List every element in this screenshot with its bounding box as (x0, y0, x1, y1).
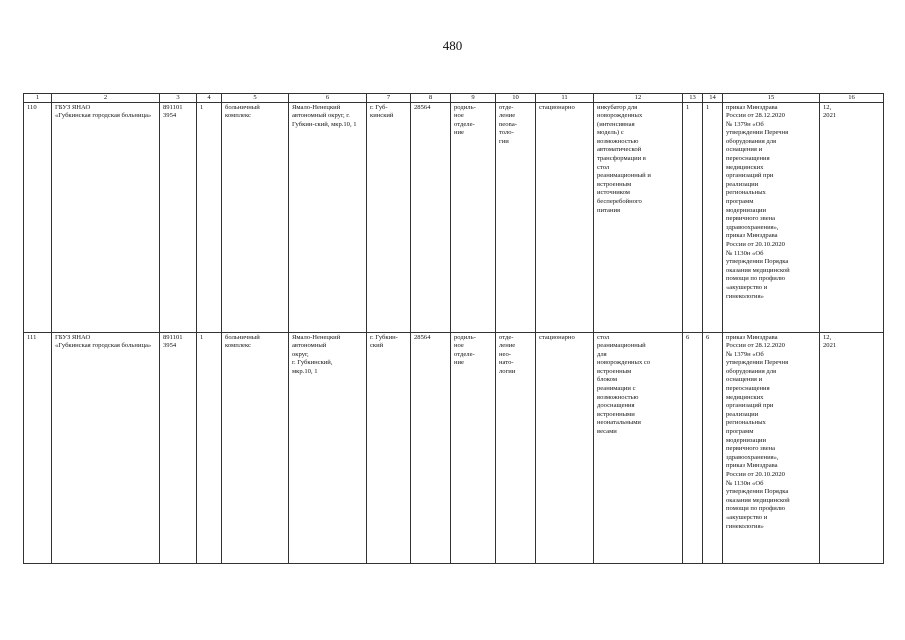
subdivision: отде- ление нео- нато- логии (496, 332, 536, 563)
period: 12, 2021 (820, 332, 884, 563)
column-header: 3 (160, 94, 197, 103)
column-header: 12 (594, 94, 683, 103)
care-conditions: стационарно (536, 102, 594, 332)
quantity-cell: 1 (197, 102, 222, 332)
code-cell: 28564 (411, 102, 451, 332)
column-header: 2 (52, 94, 160, 103)
city: г. Губ-кинский (367, 102, 411, 332)
department: родиль- ное отделе- ние (451, 102, 496, 332)
column-header: 15 (723, 94, 820, 103)
page-number: 480 (442, 38, 463, 53)
inn-code: 891101 3954 (160, 102, 197, 332)
count-required: 1 (683, 102, 703, 332)
column-header: 11 (536, 94, 594, 103)
organization-name: ГБУЗ ЯНАО «Губкинская городская больница» (52, 102, 160, 332)
code-cell: 28564 (411, 332, 451, 563)
row-number: 111 (24, 332, 52, 563)
column-header: 1 (24, 94, 52, 103)
legal-basis: приказ Минздрава России от 28.12.2020 № 1379н «Об утверждении Перечня оборудования для оснащения и переоснащения медицинских организаций при реализации региональных программ модернизации первичного звена здравоохранения», приказ Минздрава России от 20.10.2020 № 1130н «Об утверждении Порядка оказания медицинской помощи по профилю «акушерство и гинекология» (723, 332, 820, 563)
organization-name: ГБУЗ ЯНАО «Губкинская городская больница» (52, 332, 160, 563)
count-planned: 1 (703, 102, 723, 332)
equipment-table (23, 93, 884, 564)
care-conditions: стационарно (536, 332, 594, 563)
column-number-row (24, 94, 884, 103)
row-number: 110 (24, 102, 52, 332)
period: 12, 2021 (820, 102, 884, 332)
facility-type: больничный комплекс (222, 332, 289, 563)
column-header: 13 (683, 94, 703, 103)
column-header: 8 (411, 94, 451, 103)
inn-code: 891101 3954 (160, 332, 197, 563)
quantity-cell: 1 (197, 332, 222, 563)
column-header: 7 (367, 94, 411, 103)
column-header: 16 (820, 94, 884, 103)
column-header: 5 (222, 94, 289, 103)
column-header: 6 (289, 94, 367, 103)
legal-basis: приказ Минздрава России от 28.12.2020 № 1379н «Об утверждении Перечня оборудования для оснащения и переоснащения медицинских организаций при реализации региональных программ модернизации первичного звена здравоохранения», приказ Минздрава России от 20.10.2020 № 1130н «Об утверждении Порядка оказания медицинской помощи по профилю «акушерство и гинекология» (723, 102, 820, 332)
address: Ямало-Ненецкий автономный округ, г. Губкинский, мкр.10, 1 (289, 332, 367, 563)
column-header: 9 (451, 94, 496, 103)
equipment-name: стол реанимационный для новорожденных со встроенным блоком реанимации с возможностью дооснащения встроенными неонатальными весами (594, 332, 683, 563)
department: родиль- ное отделе- ние (451, 332, 496, 563)
count-required: 6 (683, 332, 703, 563)
column-header: 14 (703, 94, 723, 103)
facility-type: больничный комплекс (222, 102, 289, 332)
city: г. Губкин-ский (367, 332, 411, 563)
column-header: 4 (197, 94, 222, 103)
equipment-name: инкубатор для новорожденных (интенсивная модель) с возможностью автоматической трансформации в стол реанимационный и встроенным источником бесперебойного питания (594, 102, 683, 332)
address: Ямало-Ненецкий автономный округ, г. Губкин-ский, мкр.10, 1 (289, 102, 367, 332)
table-row (24, 332, 884, 563)
count-planned: 6 (703, 332, 723, 563)
table-row (24, 102, 884, 332)
subdivision: отде- ление neona- толо- гии (496, 102, 536, 332)
column-header: 10 (496, 94, 536, 103)
